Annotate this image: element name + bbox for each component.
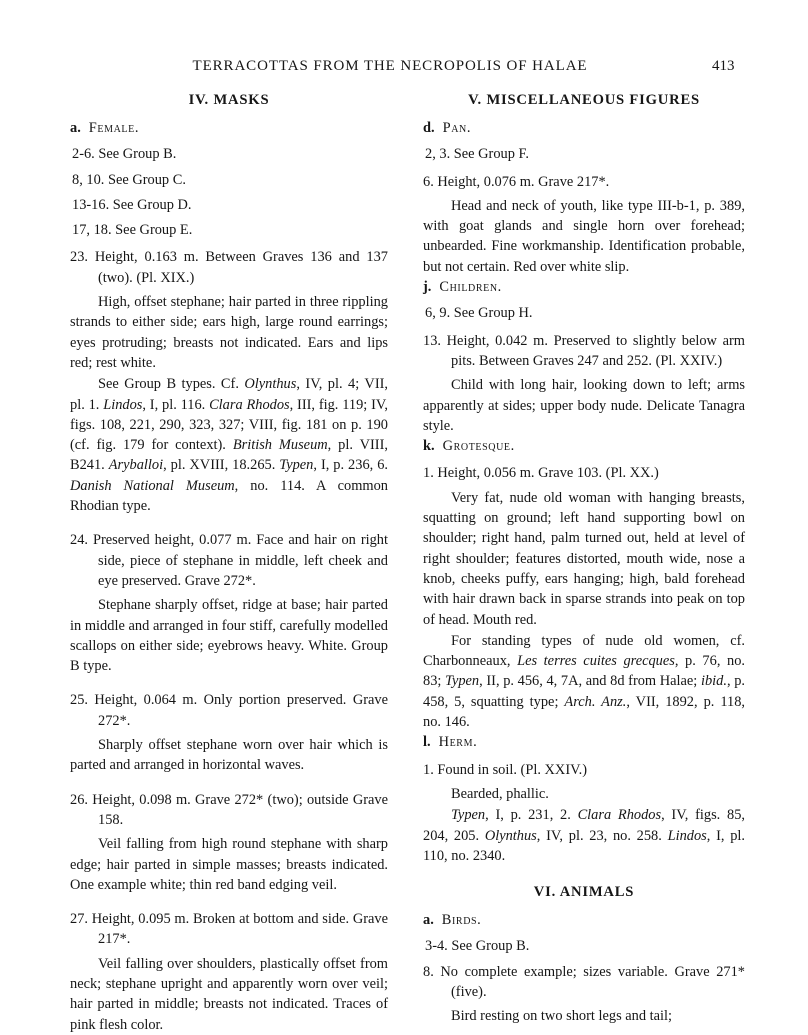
catalog-entry-24 [70,530,388,676]
entry-description: Veil falling from high round stephane with sharp edge; hair parted in simple masses; breasts indicated. One example white; thin red band edging veil. [70,836,388,893]
entry-heading: 8. No complete example; sizes variable. Grave 271* (five). [423,963,745,1000]
entry-description: Child with long hair, looking down to left; arms apparently at sides; upper body nude. Delicate Tanagra style. [423,377,745,434]
group-reference: 13-16. See Group D. [72,196,192,213]
subsection-female [70,118,388,138]
entry-description: High, offset stephane; hair parted in three rippling strands to either side; ears high, large round earrings; eyes protruding; breasts not indicated. Ears and lips red; rest white. [70,294,388,371]
group-reference: 6, 9. See Group H. [425,305,533,322]
entry-description: Bird resting on two short legs and tail; [451,1008,673,1025]
entry-heading: 27. Height, 0.095 m. Broken at bottom and side. Grave 217*. [70,911,388,948]
subsection-name: Birds. [441,912,482,929]
catalog-entry-children-13 [423,331,745,436]
running-head: TERRACOTTAS FROM THE NECROPOLIS OF HALAE [192,58,588,74]
catalog-entry-birds-8 [423,962,745,1027]
entry-heading: 23. Height, 0.163 m. Between Graves 136 and 137 (two). (Pl. XIX.) [70,249,388,286]
group-reference: 3-4. See Group B. [425,938,530,955]
entry-heading: 26. Height, 0.098 m. Grave 272* (two); outside Grave 158. [70,791,388,828]
catalog-entry-23 [70,247,388,516]
subsection-herm [423,732,745,752]
left-column [70,90,388,1035]
entry-description: Head and neck of youth, like type III-b-1, p. 389, with goat glands and single horn over forehead; unbearded. Fine workmanship. Identification probable, but not certain. Red over white slip. [423,197,745,275]
group-reference: 2-6. See Group B. [72,146,177,163]
catalog-entry-27 [70,909,388,1035]
right-column [423,90,745,1027]
catalog-entry-grotesque-1 [423,463,745,732]
section-heading-animals: VI. ANIMALS [533,884,635,901]
entry-description: Very fat, nude old woman with hanging breasts, squatting on ground; left hand supporting bowl on shoulder; right hand, palm turned out, held at level of right shoulder; features distorted, mouth wide, nose a knob, cheeks puffy, ears hanging; high, bald forehead with hair drawn back in sparse strands into peak on top of head. Mouth red. [423,489,745,628]
group-reference: 2, 3. See Group F. [425,146,529,163]
catalog-entry-pan-6 [423,172,745,277]
subsection-letter: a. [70,120,81,136]
entry-description: Veil falling over shoulders, plastically offset from neck; stephane upright and apparently worn over veil; hair parted in middle; breasts not indicated. Traces of pink flesh color. [70,955,388,1033]
catalog-entry-25 [70,690,388,775]
subsection-name: Children. [439,279,502,296]
section-heading-miscellaneous-figures: V. MISCELLANEOUS FIGURES [468,92,700,108]
subsection-letter: j. [423,279,432,296]
subsection-grotesque [423,436,745,456]
subsection-pan [423,118,745,138]
entry-heading: 1. Height, 0.056 m. Grave 103. (Pl. XX.) [423,465,659,482]
entry-heading: 25. Height, 0.064 m. Only portion preserved. Grave 272*. [70,692,388,729]
subsection-name: Herm. [438,734,478,751]
entry-heading: 24. Preserved height, 0.077 m. Face and hair on right side, piece of stephane in middle, left cheek and eye preserved. Grave 272*. [70,532,388,589]
entry-heading: 6. Height, 0.076 m. Grave 217*. [423,173,610,190]
entry-description: Bearded, phallic. [451,785,549,802]
subsection-children [423,277,745,297]
catalog-entry-26 [70,790,388,895]
section-heading-masks: IV. MASKS [188,92,270,108]
group-reference: 17, 18. See Group E. [72,222,193,239]
subsection-letter: a. [423,912,434,929]
entry-description: Stephane sharply offset, ridge at base; hair parted in middle and arranged in four stiff, carefully modelled scallops on either side; eyebrows heavy. White. Group B type. [70,597,388,675]
entry-heading: 13. Height, 0.042 m. Preserved to slightly below arm pits. Between Graves 247 and 252. (Pl. XXIV.) [423,332,745,369]
catalog-entry-herm-1 [423,760,745,866]
subsection-name: Grotesque. [442,438,515,455]
subsection-name: Pan. [442,120,472,136]
entry-comparanda: Typen, I, p. 231, 2. Clara Rhodos, IV, figs. 85, 204, 205. Olynthus, IV, pl. 23, no. 258. Lindos, I, pl. 110, no. 2340. [423,807,745,864]
page-number: 413 [712,58,735,74]
subsection-birds [423,910,745,930]
entry-heading: 1. Found in soil. (Pl. XXIV.) [423,761,588,778]
subsection-name: Female. [88,120,140,136]
group-reference: 8, 10. See Group C. [72,171,186,188]
entry-comparanda: For standing types of nude old women, cf. Charbonneaux, Les terres cuites grecques, p. 76, no. 83; Typen, II, p. 456, 4, 7A, and 8d from Halae; ibid., p. 458, 5, squatting type; Arch. Anz., VII, 1892, p. 118, no. 146. [423,632,745,731]
subsection-letter: d. [423,120,435,136]
subsection-letter: k. [423,438,435,455]
subsection-letter: l. [423,734,431,751]
entry-description: Sharply offset stephane worn over hair which is parted and arranged in horizontal waves. [70,737,388,774]
entry-comparanda: See Group B types. Cf. Olynthus, IV, pl. 4; VII, pl. 1. Lindos, I, pl. 116. Clara Rhodos, III, fig. 119; IV, figs. 108, 221, 290, 323, 327; VIII, fig. 181 on p. 190 (cf. fig. 179 for context). British Museum, pl. VIII, B241. Aryballoi, pl. XVIII, 18.265. Typen, I, p. 236, 6. Danish National Museum, no. 114. A common Rhodian type. [70,376,388,515]
